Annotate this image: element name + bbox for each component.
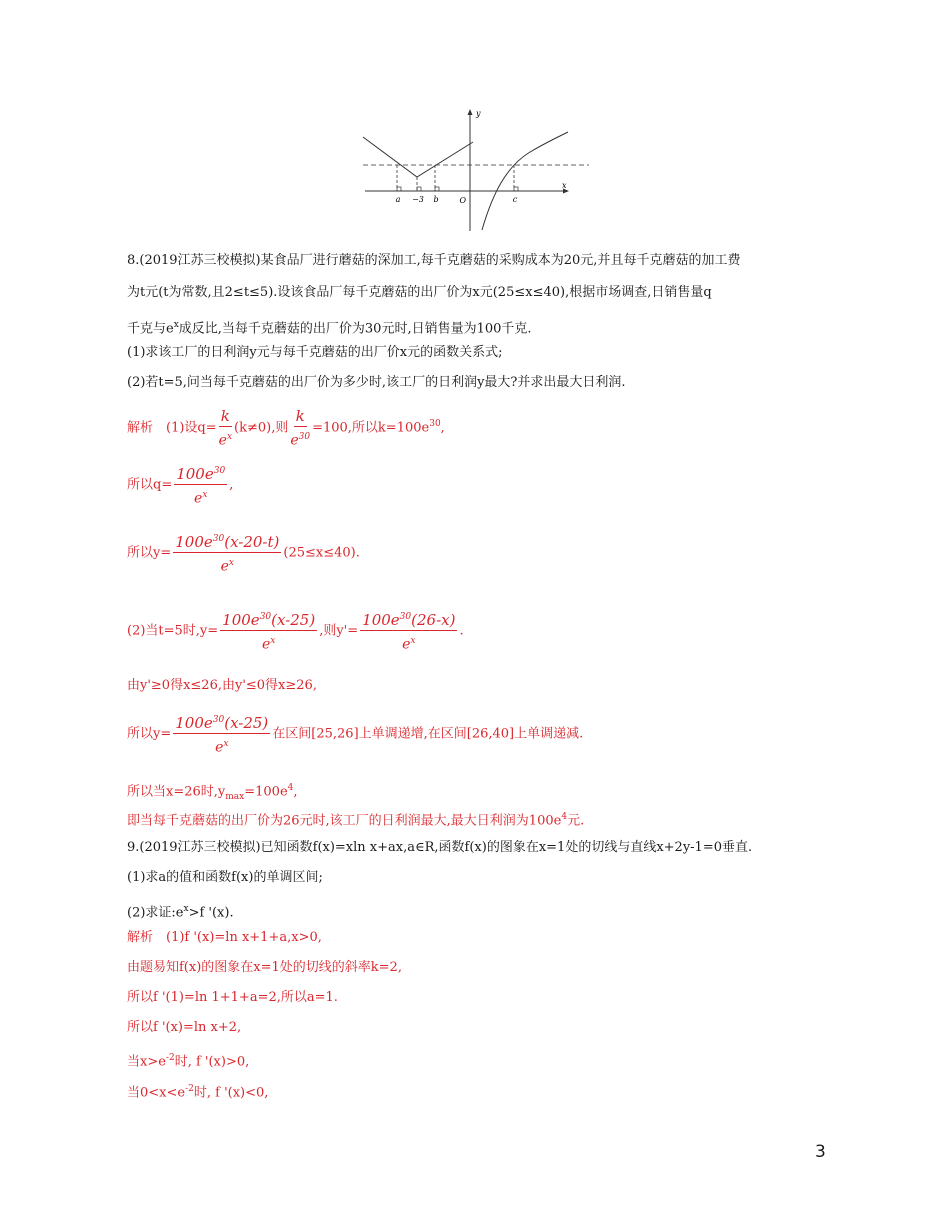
q9-solution-line3: 所以f '(1)=ln 1+1+a=2,所以a=1.: [127, 990, 338, 1005]
q8-solution-line2: 所以q= $\frac{100e^{30}}{e^x}$ ,: [127, 462, 233, 508]
q9-stem: 9.(2019江苏三校模拟)已知函数f(x)=xln x+ax,a∈R,函数f(x)的图象在x=1处的切线与直线x+2y-1=0垂直.: [127, 840, 753, 855]
label-x: x: [562, 181, 567, 190]
label-c: c: [512, 195, 518, 204]
q8-stem-line3: 千克与$e^x$成反比,当每千克蘑菇的出厂价为30元时,日销售量为100千克.: [127, 320, 532, 337]
q9-part1: (1)求a的值和函数f(x)的单调区间;: [127, 870, 323, 885]
label-b: b: [433, 195, 439, 204]
right-angle-mark-b: [435, 187, 439, 191]
q8-part1: (1)求该工厂的日利润y元与每千克蘑菇的出厂价x元的函数关系式;: [127, 345, 503, 360]
fraction-y-prime: $\frac{100e^{30}(26-x)}{e^x}$: [360, 608, 457, 654]
q8-solution-line8: 即当每千克蘑菇的出厂价为26元时,该工厂的日利润最大,最大日利润为$100e^4$元.: [127, 812, 585, 829]
q9-part2: (2)求证$:e^x>f$ '(x).: [127, 904, 234, 921]
q8-solution-line4: (2)当t=5时,y= $\frac{100e^{30}(x-25)}{e^x}$ ,则y'= $\frac{100e^{30}(26-x)}{e^x}$ .: [127, 608, 464, 654]
q8-solution-line5: 由y'≥0得x≤26,由y'≤0得x≥26,: [127, 678, 317, 693]
left-curve: [363, 137, 473, 177]
fraction-y-final: $\frac{100e^{30}(x-25)}{e^x}$: [173, 711, 270, 757]
y-axis-arrow: [468, 109, 473, 115]
fraction-y: $\frac{100e^{30}(x-20-t)}{e^x}$: [173, 530, 281, 576]
q9-solution-line1: 解析 (1)f '(x)=ln x+1+a,x>0,: [127, 930, 322, 945]
function-graph-figure: [355, 104, 595, 234]
q9-solution-line5: 当$x>e^{-2}$时, f '(x)>0,: [127, 1053, 250, 1070]
label-y: y: [476, 109, 481, 118]
q8-stem-line1: 8.(2019江苏三校模拟)某食品厂进行蘑菇的深加工,每千克蘑菇的采购成本为20元,并且每千克蘑菇的加工费: [127, 253, 741, 268]
q9-solution-line4: 所以f '(x)=ln x+2,: [127, 1020, 242, 1035]
q8-solution-line7: 所以当x=26时$,y_{max}=100e^4$,: [127, 783, 298, 802]
page-number: 3: [815, 1142, 826, 1162]
fraction-k-over-e30: $\frac{k}{e^{30}}$: [290, 406, 311, 449]
right-curve: [482, 132, 568, 230]
label-minus3: −3: [412, 195, 424, 204]
q8-solution-line3: 所以y= $\frac{100e^{30}(x-20-t)}{e^x}$ (25≤x≤40).: [127, 530, 360, 576]
label-a: a: [395, 195, 401, 204]
right-angle-mark-a: [397, 187, 401, 191]
q9-solution-line2: 由题易知f(x)的图象在x=1处的切线的斜率k=2,: [127, 960, 402, 975]
label-origin: O: [459, 196, 466, 205]
q8-stem-line2: 为t元(t为常数,且2≤t≤5).设该食品厂每千克蘑菇的出厂价为x元(25≤x≤40),根据市场调查,日销售量q: [127, 285, 712, 300]
fraction-y-t5: $\frac{100e^{30}(x-25)}{e^x}$: [220, 608, 317, 654]
right-angle-mark-minus3: [417, 187, 421, 191]
right-angle-mark-c: [514, 187, 518, 191]
q8-solution-line1: 解析 (1)设q= $\frac{k}{e^x}$ (k≠0),则 $\frac{k}{e^{30}}$ =100,所以$k=100e^{30}$,: [127, 406, 445, 449]
q9-solution-line6: 当$0<x<e^{-2}$时, f '(x)<0,: [127, 1084, 269, 1101]
q8-solution-line6: 所以y= $\frac{100e^{30}(x-25)}{e^x}$ 在区间[25,26]上单调递增,在区间[26,40]上单调递减.: [127, 711, 583, 757]
q8-part2: (2)若t=5,问当每千克蘑菇的出厂价为多少时,该工厂的日利润y最大?并求出最大日利润.: [127, 375, 626, 390]
fraction-q: $\frac{100e^{30}}{e^x}$: [174, 462, 227, 508]
fraction-k-over-ex: $\frac{k}{e^x}$: [218, 406, 233, 449]
